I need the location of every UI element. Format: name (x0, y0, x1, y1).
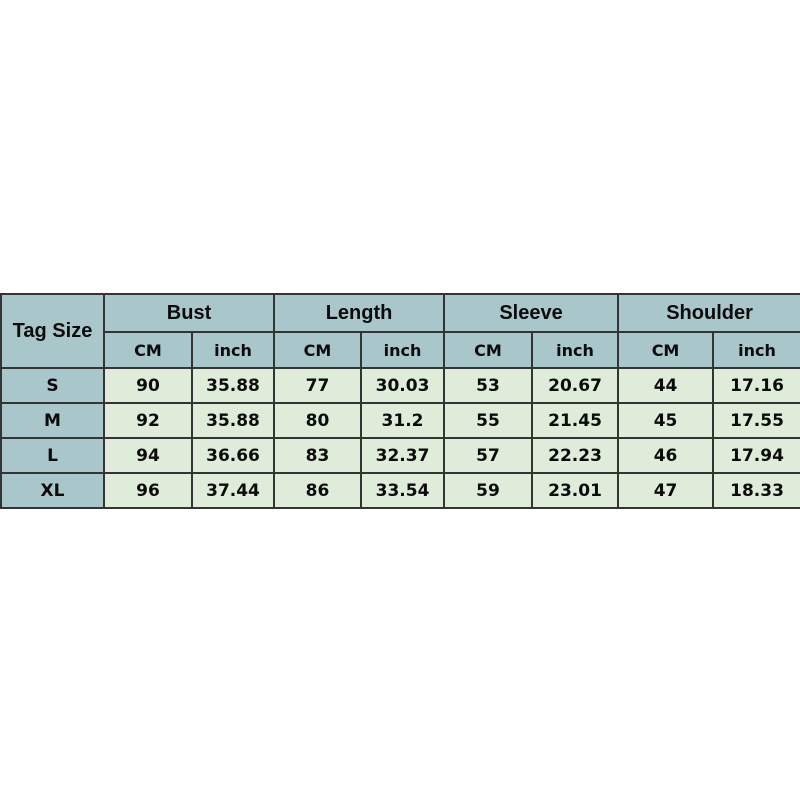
unit-header-length-cm: CM (274, 332, 361, 368)
group-header-length: Length (274, 294, 444, 332)
group-header-sleeve: Sleeve (444, 294, 618, 332)
unit-header-sleeve-inch: inch (532, 332, 618, 368)
unit-header-bust-inch: inch (192, 332, 274, 368)
table-row-xl (1, 473, 800, 508)
cell-xl-sleeve-cm: 59 (444, 473, 532, 508)
cell-m-sleeve-cm: 55 (444, 403, 532, 438)
cell-xl-shoulder-inch: 18.33 (713, 473, 800, 508)
group-header-shoulder: Shoulder (618, 294, 800, 332)
size-label-m: M (1, 403, 104, 438)
size-label-l: L (1, 438, 104, 473)
size-chart-table (0, 293, 800, 509)
cell-l-bust-cm: 94 (104, 438, 192, 473)
size-label-s: S (1, 368, 104, 403)
cell-xl-shoulder-cm: 47 (618, 473, 713, 508)
cell-m-bust-cm: 92 (104, 403, 192, 438)
cell-s-length-cm: 77 (274, 368, 361, 403)
cell-xl-sleeve-inch: 23.01 (532, 473, 618, 508)
cell-s-bust-cm: 90 (104, 368, 192, 403)
cell-xl-length-inch: 33.54 (361, 473, 444, 508)
cell-s-shoulder-cm: 44 (618, 368, 713, 403)
cell-m-length-inch: 31.2 (361, 403, 444, 438)
cell-l-length-inch: 32.37 (361, 438, 444, 473)
cell-l-shoulder-inch: 17.94 (713, 438, 800, 473)
cell-xl-bust-inch: 37.44 (192, 473, 274, 508)
group-header-row (1, 294, 800, 332)
unit-header-shoulder-inch: inch (713, 332, 800, 368)
cell-s-sleeve-inch: 20.67 (532, 368, 618, 403)
cell-l-bust-inch: 36.66 (192, 438, 274, 473)
cell-m-sleeve-inch: 21.45 (532, 403, 618, 438)
cell-s-bust-inch: 35.88 (192, 368, 274, 403)
cell-xl-length-cm: 86 (274, 473, 361, 508)
unit-header-shoulder-cm: CM (618, 332, 713, 368)
unit-header-length-inch: inch (361, 332, 444, 368)
cell-m-shoulder-inch: 17.55 (713, 403, 800, 438)
table-row-l (1, 438, 800, 473)
cell-s-sleeve-cm: 53 (444, 368, 532, 403)
cell-l-shoulder-cm: 46 (618, 438, 713, 473)
group-header-bust: Bust (104, 294, 274, 332)
cell-m-shoulder-cm: 45 (618, 403, 713, 438)
unit-header-row (1, 332, 800, 368)
cell-m-length-cm: 80 (274, 403, 361, 438)
cell-l-sleeve-inch: 22.23 (532, 438, 618, 473)
cell-s-length-inch: 30.03 (361, 368, 444, 403)
unit-header-sleeve-cm: CM (444, 332, 532, 368)
unit-header-bust-cm: CM (104, 332, 192, 368)
table-row-s (1, 368, 800, 403)
cell-l-sleeve-cm: 57 (444, 438, 532, 473)
corner-header-tag-size: Tag Size (1, 294, 104, 368)
cell-s-shoulder-inch: 17.16 (713, 368, 800, 403)
cell-m-bust-inch: 35.88 (192, 403, 274, 438)
size-label-xl: XL (1, 473, 104, 508)
table-row-m (1, 403, 800, 438)
cell-l-length-cm: 83 (274, 438, 361, 473)
cell-xl-bust-cm: 96 (104, 473, 192, 508)
